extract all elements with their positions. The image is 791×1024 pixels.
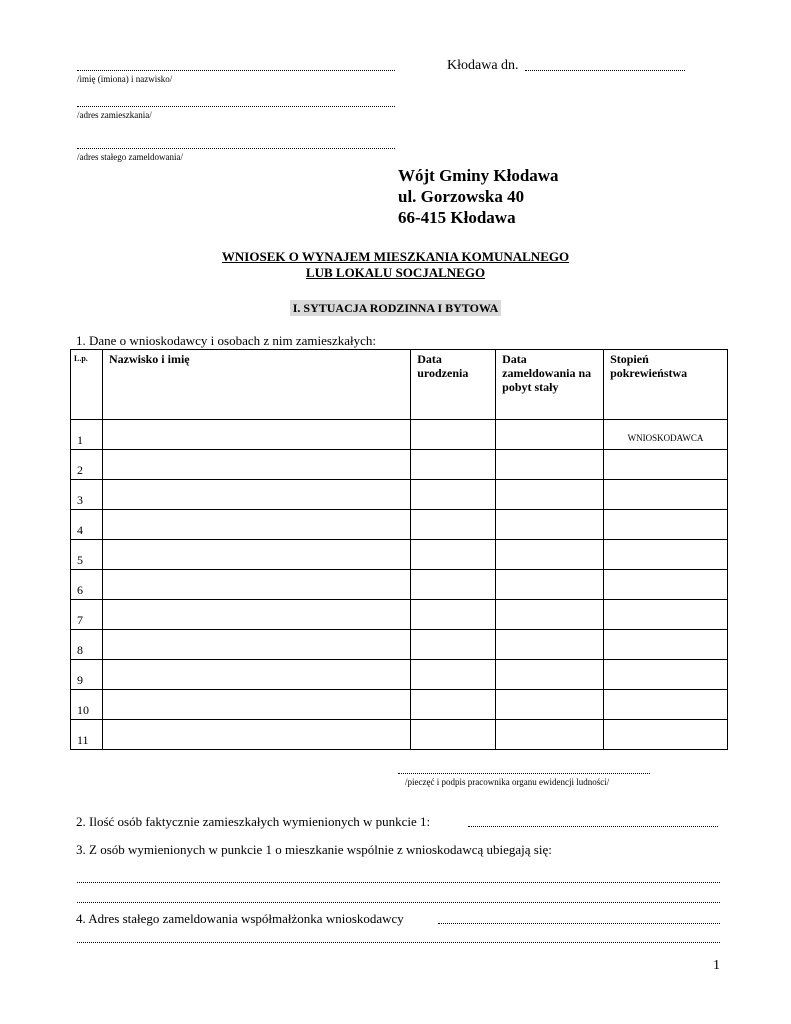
header-relation: Stopień pokrewieństwa [604,350,728,420]
row-number: 11 [71,720,103,750]
registration-date-cell[interactable] [496,450,604,480]
dob-cell[interactable] [411,480,496,510]
row-number: 9 [71,660,103,690]
row-number: 7 [71,600,103,630]
recipient-city: 66-415 Kłodawa [398,208,516,227]
recipient-name: Wójt Gminy Kłodawa [398,166,559,185]
address-field-line[interactable] [77,106,395,107]
question-4-answer-line-1[interactable] [438,923,720,924]
name-cell[interactable] [102,630,410,660]
registration-date-cell[interactable] [496,720,604,750]
relation-cell[interactable] [604,570,728,600]
table-row [71,420,728,450]
row-number: 1 [71,420,103,450]
name-cell[interactable] [102,480,410,510]
row-number: 3 [71,480,103,510]
document-title-line2: LUB LOKALU SOCJALNEGO [305,265,486,280]
dob-cell[interactable] [411,540,496,570]
name-field-label: /imię (imiona) i nazwisko/ [77,74,173,84]
dob-cell[interactable] [411,600,496,630]
household-table [70,349,728,750]
name-cell[interactable] [102,690,410,720]
question-3-answer-line-2[interactable] [77,902,720,903]
relation-cell[interactable] [604,450,728,480]
dob-cell[interactable] [411,720,496,750]
table-row [71,540,728,570]
row-number: 4 [71,510,103,540]
name-cell[interactable] [102,720,410,750]
registration-date-cell[interactable] [496,570,604,600]
name-cell[interactable] [102,510,410,540]
question-3: 3. Z osób wymienionych w punkcie 1 o mieszkanie wspólnie z wnioskodawcą ubiegają się: [76,842,552,857]
relation-cell[interactable]: WNIOSKODAWCA [604,420,728,450]
table-row [71,600,728,630]
address-field-label: /adres zamieszkania/ [77,110,152,120]
relation-cell[interactable] [604,510,728,540]
date-field-line[interactable] [525,70,685,71]
registration-date-cell[interactable] [496,420,604,450]
header-lp: L.p. [71,350,103,420]
registration-date-cell[interactable] [496,510,604,540]
table-row [71,630,728,660]
document-title [0,249,791,281]
dob-cell[interactable] [411,630,496,660]
registration-date-cell[interactable] [496,600,604,630]
name-cell[interactable] [102,420,410,450]
registration-date-cell[interactable] [496,540,604,570]
dob-cell[interactable] [411,510,496,540]
question-4-text: 4. Adres stałego zameldowania współmałżonka wnioskodawcy [76,911,404,926]
page-number: 1 [713,958,720,973]
registration-date-cell[interactable] [496,480,604,510]
place-date [447,58,519,74]
table-row [71,690,728,720]
document-title-line1: WNIOSEK O WYNAJEM MIESZKANIA KOMUNALNEGO [221,249,570,264]
section-heading-wrap [0,299,791,317]
row-number: 5 [71,540,103,570]
row-number: 8 [71,630,103,660]
question-2-answer-line[interactable] [468,826,718,827]
recipient-street: ul. Gorzowska 40 [398,187,525,206]
dob-cell[interactable] [411,570,496,600]
table-row [71,720,728,750]
registered-address-field-line[interactable] [77,148,395,149]
relation-cell[interactable] [604,540,728,570]
table-row [71,450,728,480]
relation-cell[interactable] [604,720,728,750]
relation-cell[interactable] [604,600,728,630]
name-cell[interactable] [102,450,410,480]
question-3-answer-line-1[interactable] [77,882,720,883]
question-4-answer-line-2[interactable] [77,942,720,943]
registered-address-field-label: /adres stałego zameldowania/ [77,152,183,162]
dob-cell[interactable] [411,660,496,690]
name-field-line[interactable] [77,70,395,71]
header-registration-date: Data zameldowania na pobyt stały [496,350,604,420]
place-date-label: Kłodawa dn. [447,58,519,73]
section-heading: I. SYTUACJA RODZINNA I BYTOWA [290,300,502,316]
table-row [71,660,728,690]
registration-date-cell[interactable] [496,630,604,660]
table-row [71,510,728,540]
registration-date-cell[interactable] [496,660,604,690]
table-row [71,480,728,510]
recipient-address [398,165,559,228]
dob-cell[interactable] [411,690,496,720]
table-row [71,570,728,600]
registration-date-cell[interactable] [496,690,604,720]
table-header-row [71,350,728,420]
name-cell[interactable] [102,540,410,570]
name-cell[interactable] [102,570,410,600]
relation-cell[interactable] [604,660,728,690]
row-number: 10 [71,690,103,720]
dob-cell[interactable] [411,420,496,450]
header-dob: Data urodzenia [411,350,496,420]
header-name: Nazwisko i imię [102,350,410,420]
question-4 [76,911,404,927]
relation-cell[interactable] [604,690,728,720]
question-1: 1. Dane o wnioskodawcy i osobach z nim zamieszkałych: [76,333,376,348]
stamp-signature-caption: /pieczęć i podpis pracownika organu ewidencji ludności/ [405,777,610,787]
stamp-signature-line[interactable] [398,773,650,774]
dob-cell[interactable] [411,450,496,480]
relation-cell[interactable] [604,630,728,660]
name-cell[interactable] [102,660,410,690]
row-number: 6 [71,570,103,600]
question-2 [76,814,430,830]
row-number: 2 [71,450,103,480]
name-cell[interactable] [102,600,410,630]
question-2-text: 2. Ilość osób faktycznie zamieszkałych wymienionych w punkcie 1: [76,814,431,829]
relation-cell[interactable] [604,480,728,510]
